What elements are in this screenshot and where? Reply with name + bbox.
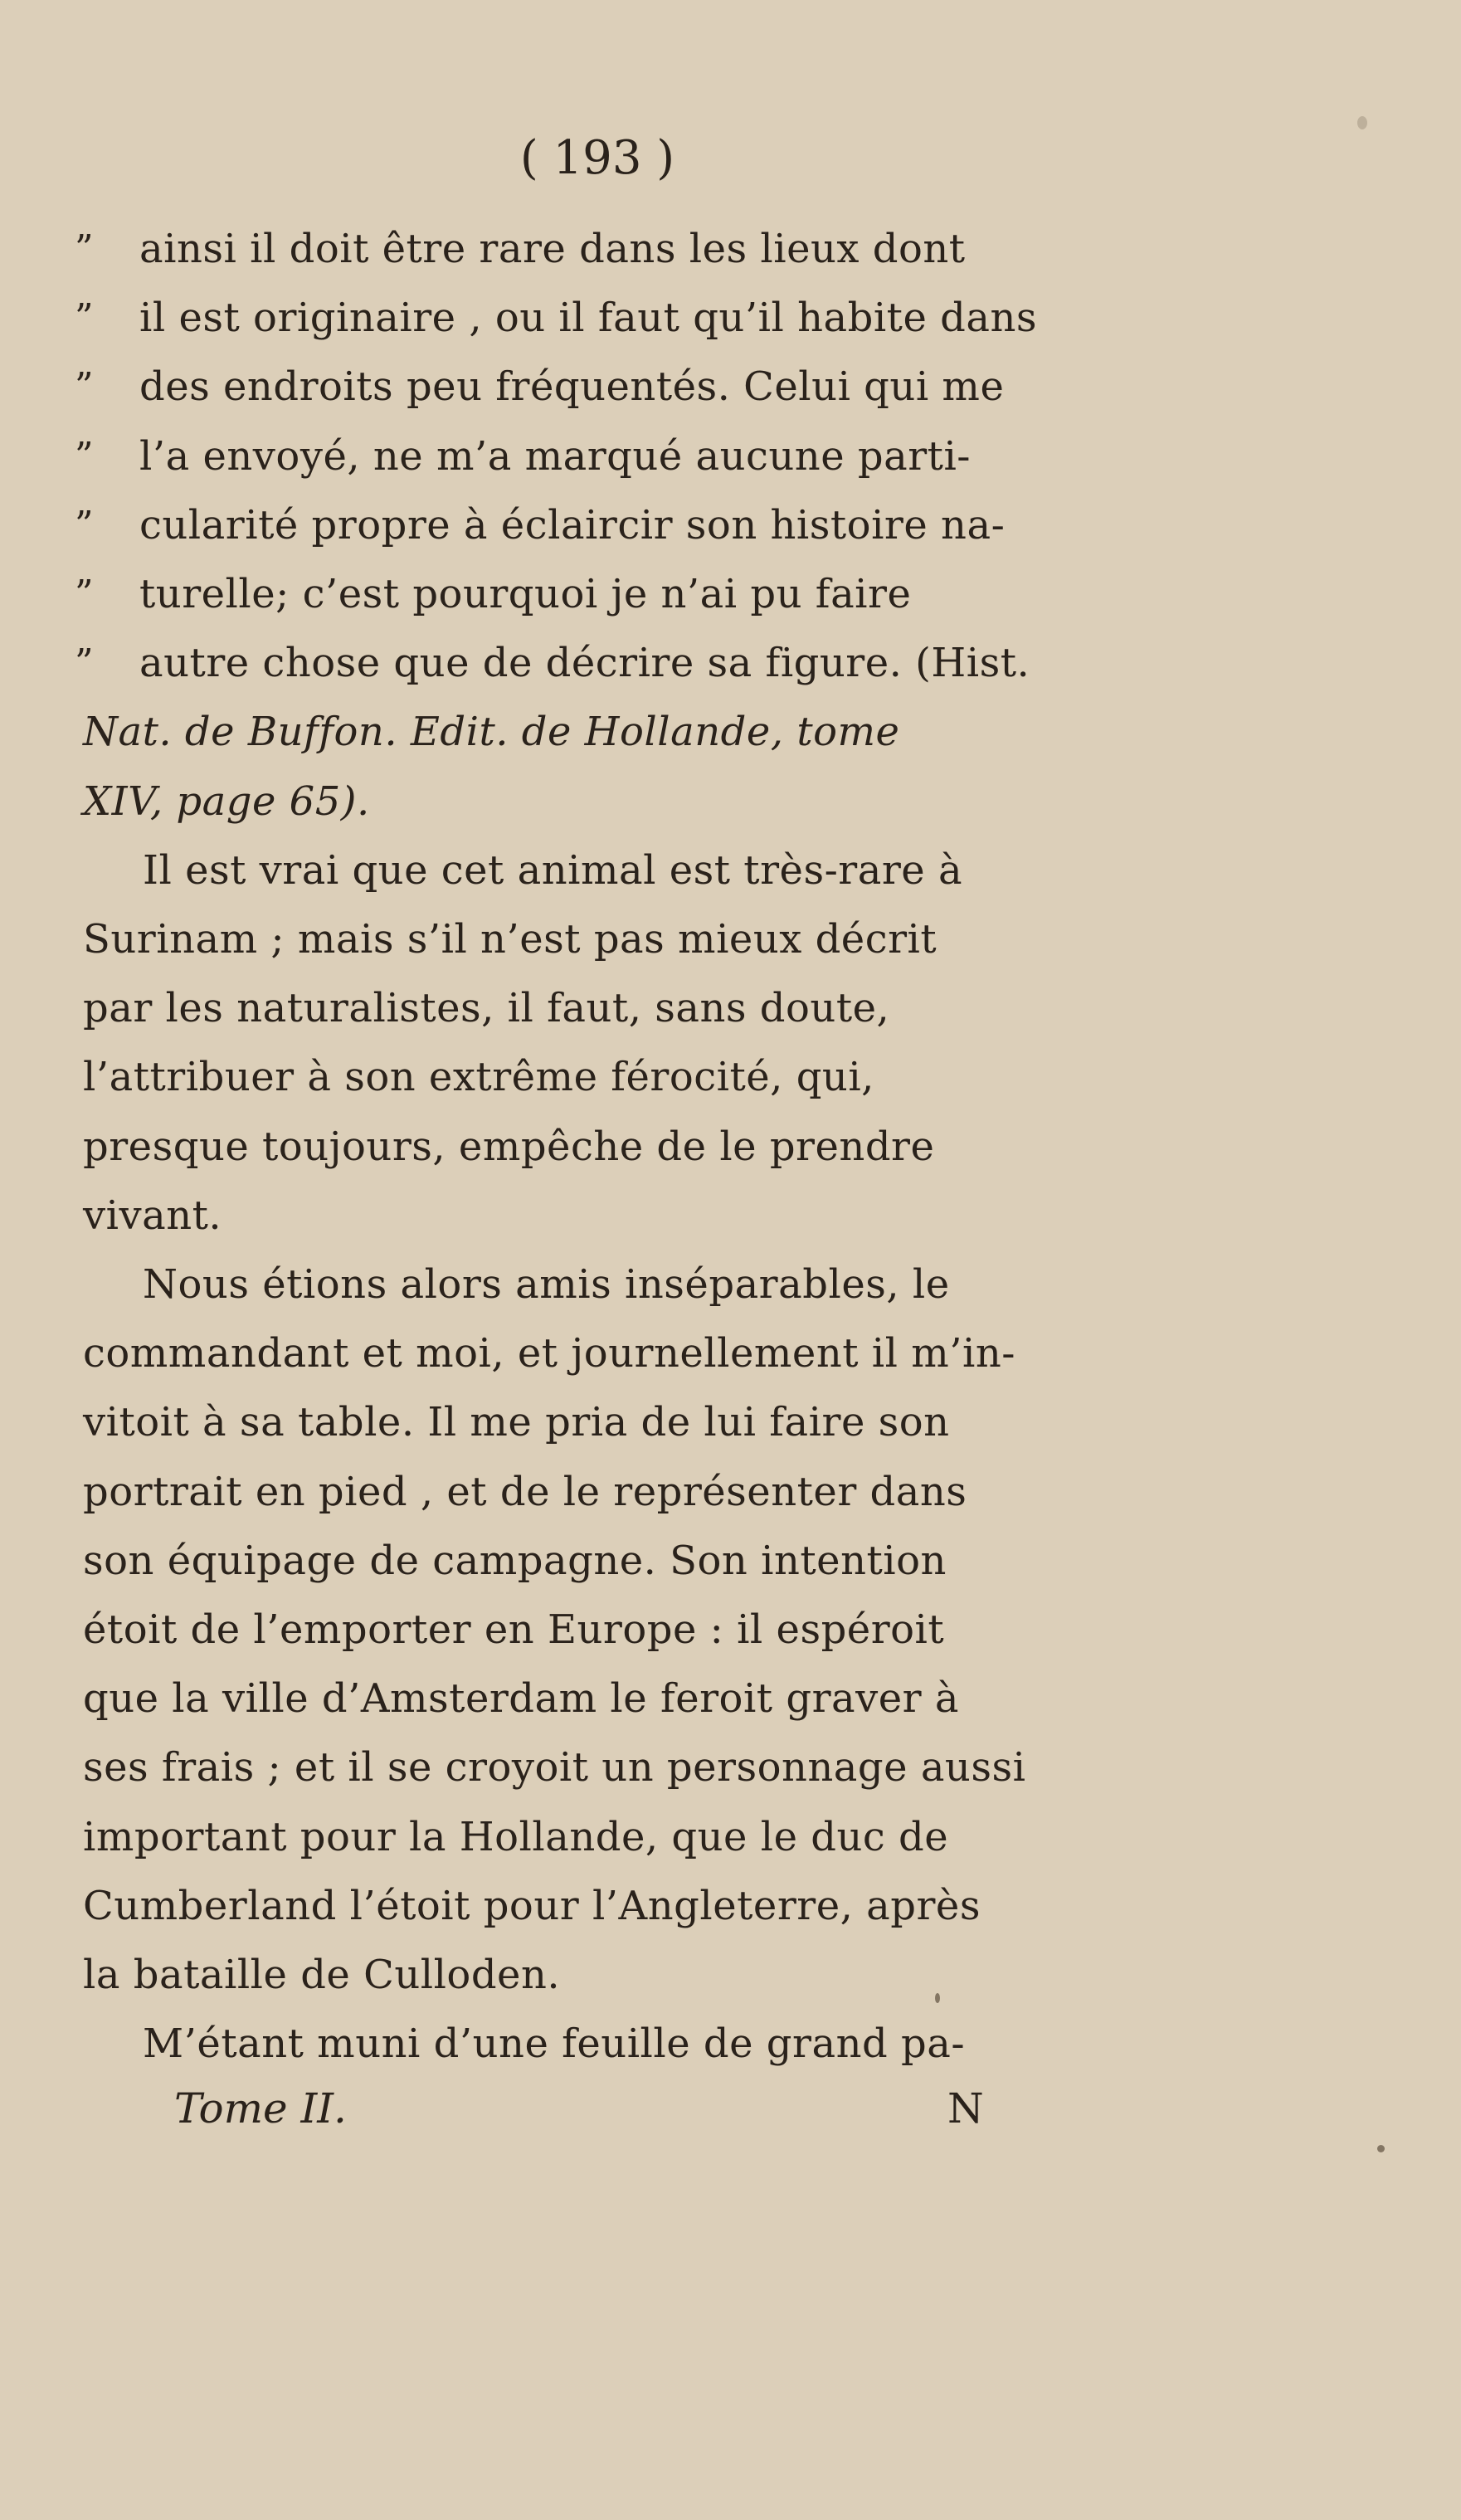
quote-mark: ” (75, 573, 94, 615)
quote-mark: ” (75, 641, 94, 685)
text-line (0, 1595, 1461, 1665)
text-line (0, 283, 1461, 353)
text-line (0, 1042, 1461, 1112)
line-text: autre chose que de décrire sa figure. (Hist. (139, 640, 1030, 687)
text-line (0, 836, 1461, 905)
line-text: M’étant muni d’une feuille de grand pa- (143, 2020, 966, 2068)
text-line (0, 214, 1461, 284)
line-text: l’attribuer à son extrême férocité, qui, (83, 1054, 874, 1101)
text-line (0, 352, 1461, 422)
text-line (0, 1387, 1461, 1457)
text-line (0, 1318, 1461, 1388)
line-text: Cumberland l’étoit pour l’Angleterre, après (83, 1882, 981, 1929)
quote-mark: ” (75, 365, 94, 408)
line-text: important pour la Hollande, que le duc de (83, 1813, 949, 1860)
text-line (0, 1664, 1461, 1733)
line-text: Il est vrai que cet animal est très-rare à (143, 846, 963, 894)
text-line (0, 1802, 1461, 1872)
text-line (0, 1733, 1461, 1802)
text-line (0, 904, 1461, 974)
line-text: vivant. (83, 1192, 222, 1239)
gathering-mark: N (947, 2084, 984, 2132)
quote-mark: ” (75, 227, 94, 270)
text-line (0, 697, 1461, 767)
line-text: vitoit à sa table. Il me pria de lui faire son (83, 1399, 950, 1446)
line-text: que la ville d’Amsterdam le feroit graver à (83, 1675, 959, 1723)
line-text: Nat. de Buffon. Edit. de Hollande, tome (83, 709, 900, 756)
line-text: turelle; c’est pourquoi je n’ai pu faire (139, 571, 912, 617)
text-line (0, 1526, 1461, 1596)
line-text: commandant et moi, et journellement il m’in- (83, 1330, 1016, 1377)
page-number: ( 193 ) (519, 131, 675, 185)
ink-spot (1357, 116, 1367, 129)
line-text: Nous étions alors amis inséparables, le (143, 1261, 950, 1308)
line-text: son équipage de campagne. Son intention (83, 1537, 947, 1584)
line-text: Surinam ; mais s’il n’est pas mieux décrit (83, 916, 937, 963)
text-line (0, 1940, 1461, 2010)
quote-mark: ” (75, 296, 94, 339)
text-line (0, 1112, 1461, 1182)
quote-mark: ” (75, 503, 94, 546)
ink-spot (1377, 2145, 1385, 2152)
line-text: l’a envoyé, ne m’a marqué aucune parti- (139, 432, 972, 480)
text-line (0, 1457, 1461, 1527)
line-text: il est originaire , ou il faut qu’il habite dans (139, 295, 1038, 342)
text-line (0, 973, 1461, 1043)
quote-mark: ” (75, 434, 94, 477)
line-text: la bataille de Culloden. (83, 1952, 561, 1998)
line-text: par les naturalistes, il faut, sans doute, (83, 985, 890, 1032)
line-text: presque toujours, empêche de le prendre (83, 1123, 935, 1170)
text-line (0, 422, 1461, 491)
line-text: portrait en pied , et de le représenter dans (83, 1468, 967, 1515)
line-text: étoit de l’emporter en Europe : il espéroit (83, 1606, 945, 1653)
line-text: cularité propre à éclaircir son histoire na- (139, 501, 1006, 548)
text-line (0, 490, 1461, 560)
line-text: des endroits peu fréquentés. Celui qui me (139, 363, 1005, 411)
line-text: ainsi il doit être rare dans les lieux dont (139, 226, 966, 272)
line-text: ses frais ; et il se croyoit un personnage aussi (83, 1744, 1026, 1791)
text-line (0, 2009, 1461, 2079)
text-line (0, 1250, 1461, 1319)
text-line (0, 1871, 1461, 1941)
text-line (0, 559, 1461, 629)
text-line (0, 628, 1461, 698)
text-line (0, 1181, 1461, 1250)
signature-mark: Tome II. (174, 2084, 347, 2132)
text-line (0, 767, 1461, 836)
line-text: XIV, page 65). (83, 777, 370, 825)
